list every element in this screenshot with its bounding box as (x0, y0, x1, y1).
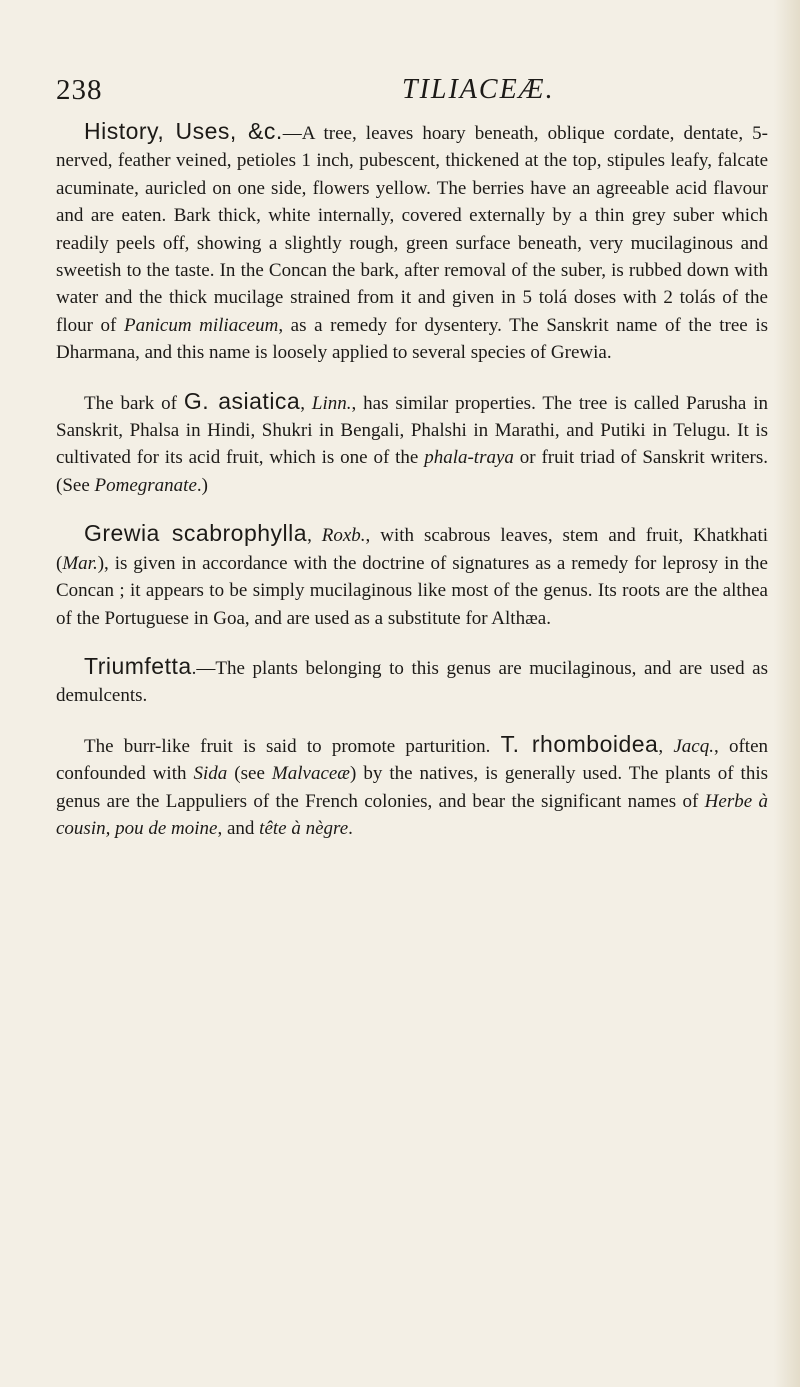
rhomboidea-text-4: (see (227, 763, 272, 785)
french-name-tete: tête à nègre (259, 817, 349, 839)
paragraph-history (56, 118, 768, 367)
rhomboidea-text-6: , and (217, 817, 260, 839)
running-head (56, 74, 746, 114)
rhomboidea-text-1: The burr-like fruit is said to promote parturition. (84, 735, 501, 757)
genus-sida: Sida (193, 763, 228, 785)
authority-roxb: Roxb. (321, 525, 366, 547)
heading-rhomboidea: T. rhomboidea (500, 730, 659, 757)
asiatica-text-3: , has similar properties. The tree is called Parusha in Sanskrit, Phalsa in Hindi, Shukri in Bengali, Phalshi in Marathi, and Putiki in Telugu. It is cultivated for its acid fruit, which is one of the (56, 392, 768, 469)
rhomboidea-text-5: ) by the natives, is generally used. The plants of this genus are the Lappuliers of the French colonies, and bear the significant names of (56, 763, 768, 812)
asiatica-text-1: The bark of (84, 392, 184, 414)
heading-asiatica: G. asiatica (183, 387, 301, 414)
running-title: TILIACEÆ. (402, 74, 555, 105)
paragraph-scabrophylla (56, 520, 768, 632)
rhomboidea-text-2: , (658, 735, 674, 757)
term-phala-traya: phala-traya (424, 447, 514, 469)
abbr-mar: Mar. (62, 552, 98, 574)
page-number: 238 (56, 74, 103, 106)
rhomboidea-text-7: . (348, 817, 353, 839)
heading-scabrophylla: Grewia scabrophylla (84, 520, 308, 547)
family-malvaceae: Malvaceæ (271, 763, 350, 785)
species-panicum: Panicum miliaceum (124, 314, 279, 336)
french-names: Herbe à cousin, pou de moine (56, 790, 769, 839)
authority-jacq: Jacq. (673, 735, 714, 757)
page-body (56, 118, 768, 863)
authority-linn: Linn. (311, 392, 352, 414)
scabrophylla-text-2: , with scabrous leaves, stem and fruit, Khatkhati ( (56, 525, 769, 574)
asiatica-text-4: or fruit triad of Sanskrit writers. (See (56, 447, 768, 496)
heading-history: History, Uses, &c. (84, 118, 283, 144)
scabrophylla-text-3: ), is given in accordance with the doctrine of signatures as a remedy for leprosy in the Concan ; it appears to be simply mucilaginous like most of the genus. Its roots are the althea of the Portuguese in Goa, and are used as a substitute for Althæa. (56, 552, 768, 629)
asiatica-text-5: .) (196, 474, 208, 496)
page-edge-shading (774, 0, 800, 1387)
history-text-2: , as a remedy for dysentery. The Sanskrit name of the tree is Dharmana, and this name is loosely applied to several species of Grewia. (56, 314, 769, 364)
ref-pomegranate: Pomegranate (94, 474, 197, 496)
history-text-1: —A tree, leaves hoary beneath, oblique cordate, dentate, 5-nerved, feather veined, petioles 1 inch, pubescent, thickened at the top, stipules leafy, falcate acuminate, auricled on one side, flowers yellow. The berries have an agreeable acid flavour and are eaten. Bark thick, white internally, covered externally by a thin grey suber which readily peels off, showing a slightly rough, green surface beneath, very mucilaginous and sweetish to the taste. In the Concan the bark, after removal of the suber, is rubbed down with water and the thick mucilage strained from it and given in 5 tolá doses with 2 tolás of the flour of (56, 123, 768, 336)
heading-triumfetta: Triumfetta (84, 652, 192, 679)
paragraph-asiatica (56, 388, 768, 500)
triumfetta-text-1: .—The plants belonging to this genus are mucilaginous, and are used as demulcents. (56, 657, 768, 707)
asiatica-text-2: , (300, 392, 312, 414)
scabrophylla-text-1: , (307, 525, 322, 547)
paragraph-rhomboidea (56, 731, 768, 843)
rhomboidea-text-3: , often confounded with (56, 735, 769, 785)
paragraph-triumfetta (56, 653, 768, 710)
